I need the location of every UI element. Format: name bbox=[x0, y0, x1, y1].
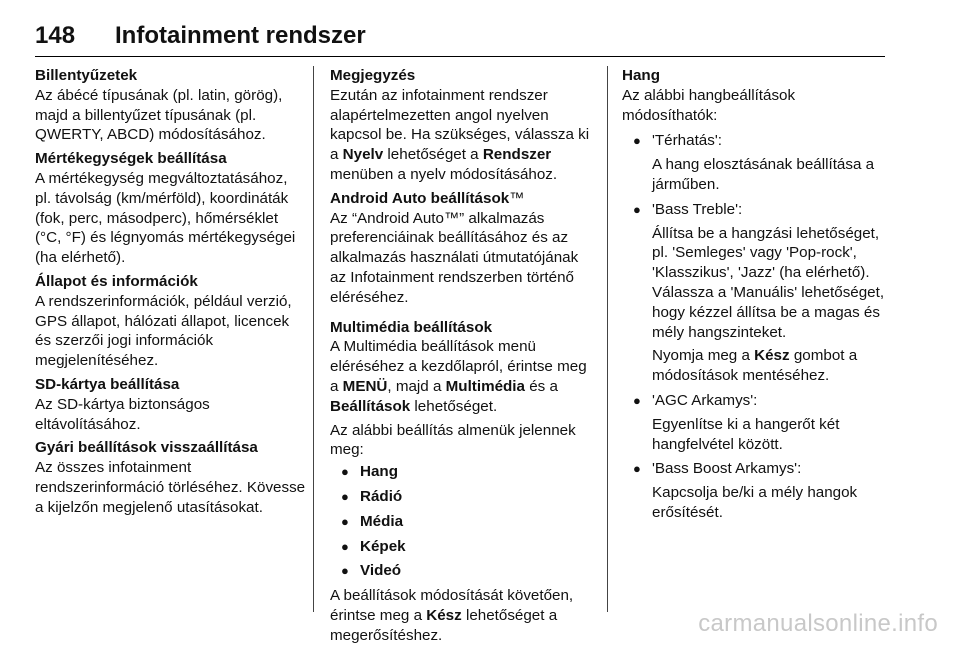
list-item: ● Videó bbox=[330, 561, 595, 581]
column-divider-1 bbox=[313, 66, 314, 612]
section-title: Multimédia beállítások bbox=[330, 318, 493, 336]
item-description: A hang elosztásának beállítása a járműben. bbox=[652, 156, 875, 193]
done-term: Kész bbox=[754, 347, 790, 365]
section-keyboards bbox=[35, 66, 307, 145]
column-1 bbox=[35, 66, 307, 522]
header-divider bbox=[35, 56, 885, 57]
menu-term: MENÜ bbox=[342, 377, 388, 395]
section-title: Hang bbox=[622, 67, 660, 84]
section-title: Mértékegységek beállítása bbox=[35, 150, 227, 168]
item-label: 'Térhatás': bbox=[652, 132, 722, 150]
note-block bbox=[330, 66, 595, 185]
watermark: carmanualsonline.info bbox=[698, 610, 938, 637]
confirm-text: A beállítások módosítását követően, érintse meg a Kész lehetőséget a megerősítéshez. bbox=[330, 587, 574, 644]
list-item bbox=[622, 459, 888, 522]
system-term: Rendszer bbox=[482, 146, 552, 164]
item-description: Állítsa be a hangzási lehetőséget, pl. 'Semleges' vagy 'Pop-rock', 'Klasszikus', 'Jazz' (ha elérhető). Válassza a 'Manuális' lehetőséget, hogy kézzel állítsa be a magas és mély hangszinteket. bbox=[652, 224, 885, 341]
list-item: ● Képek bbox=[330, 537, 595, 557]
section-android-auto bbox=[330, 189, 595, 308]
column-divider-2 bbox=[607, 66, 608, 612]
list-item bbox=[622, 391, 888, 454]
section-multimedia bbox=[330, 318, 595, 646]
section-status-info bbox=[35, 272, 307, 371]
section-body: Az ábécé típusának (pl. latin, görög), majd a billentyűzet típusának (pl. QWERTY, ABCD) módosításához. bbox=[35, 86, 283, 144]
section-title: Billentyűzetek bbox=[35, 67, 138, 84]
multimedia-term: Multimédia bbox=[445, 377, 525, 395]
language-term: Nyelv bbox=[342, 146, 384, 164]
section-body: Az összes infotainment rendszerinformáció törléséhez. Kövesse a kijelzőn megjelenő utasításokat. bbox=[35, 459, 306, 516]
section-body: Az SD-kártya biztonságos eltávolításához. bbox=[35, 395, 210, 433]
item-label: 'Bass Treble': bbox=[652, 200, 743, 218]
note-title: Megjegyzés bbox=[330, 67, 416, 84]
section-body: Az “Android Auto™” alkalmazás preferenciáinak beállításához és az alkalmazás használati útmutatójának az Infotainment rendszerben történő eléréséhez. bbox=[330, 209, 579, 306]
section-body: A rendszerinformációk, például verzió, GPS állapot, hálózati állapot, licencek és szerzői jogi információk megjelenítéséhez. bbox=[35, 292, 292, 370]
section-factory-reset bbox=[35, 438, 307, 517]
column-2 bbox=[330, 66, 595, 650]
section-title: Állapot és információk bbox=[35, 272, 198, 290]
section-title: Android Auto beállítások™ bbox=[330, 189, 525, 207]
section-title: SD-kártya beállítása bbox=[35, 375, 180, 393]
list-item bbox=[622, 200, 888, 386]
item-description: Kapcsolja be/ki a mély hangok erősítését. bbox=[652, 484, 858, 521]
list-item: ● Hang bbox=[330, 462, 595, 482]
list-item bbox=[622, 131, 888, 194]
section-title: Gyári beállítások visszaállítása bbox=[35, 439, 258, 457]
sound-settings-list bbox=[622, 131, 888, 522]
done-term: Kész bbox=[426, 606, 462, 624]
page-title: Infotainment rendszer bbox=[115, 22, 366, 49]
item-description: Egyenlítse ki a hangerőt két hangfelvétel között. bbox=[652, 415, 840, 453]
submenu-list bbox=[330, 462, 595, 581]
section-sd-card bbox=[35, 375, 307, 434]
item-label: 'Bass Boost Arkamys': bbox=[652, 460, 802, 478]
submenu-intro: Az alábbi beállítás almenük jelennek meg: bbox=[330, 421, 576, 459]
column-3 bbox=[622, 66, 888, 528]
item-description: Nyomja meg a Kész gombot a módosítások mentéséhez. bbox=[652, 347, 858, 385]
item-label: 'AGC Arkamys': bbox=[652, 391, 758, 409]
section-body: A mértékegység megváltoztatásához, pl. távolság (km/mérföld), koordináták (fok, perc, másodperc), hőmérséklet (°C, °F) és légnyomás mértékegységei (ha elérhető). bbox=[35, 169, 296, 267]
section-intro: Az alábbi hangbeállítások módosíthatók: bbox=[622, 86, 796, 124]
page-header bbox=[35, 22, 885, 52]
settings-term: Beállítások bbox=[330, 397, 411, 415]
note-body: Ezután az infotainment rendszer alapértelmezetten angol nyelven kapcsol be. Ha szükséges, válassza ki a Nyelv lehetőséget a Rendszer menüben a nyelv módosításához. bbox=[330, 86, 590, 183]
list-item: ● Média bbox=[330, 512, 595, 532]
list-item: ● Rádió bbox=[330, 487, 595, 507]
page-number: 148 bbox=[35, 22, 76, 49]
section-body: A Multimédia beállítások menü eléréséhez a kezdőlapról, érintse meg a MENÜ, majd a Multimédia és a Beállítások lehetőséget. bbox=[330, 338, 587, 415]
section-units bbox=[35, 149, 307, 268]
